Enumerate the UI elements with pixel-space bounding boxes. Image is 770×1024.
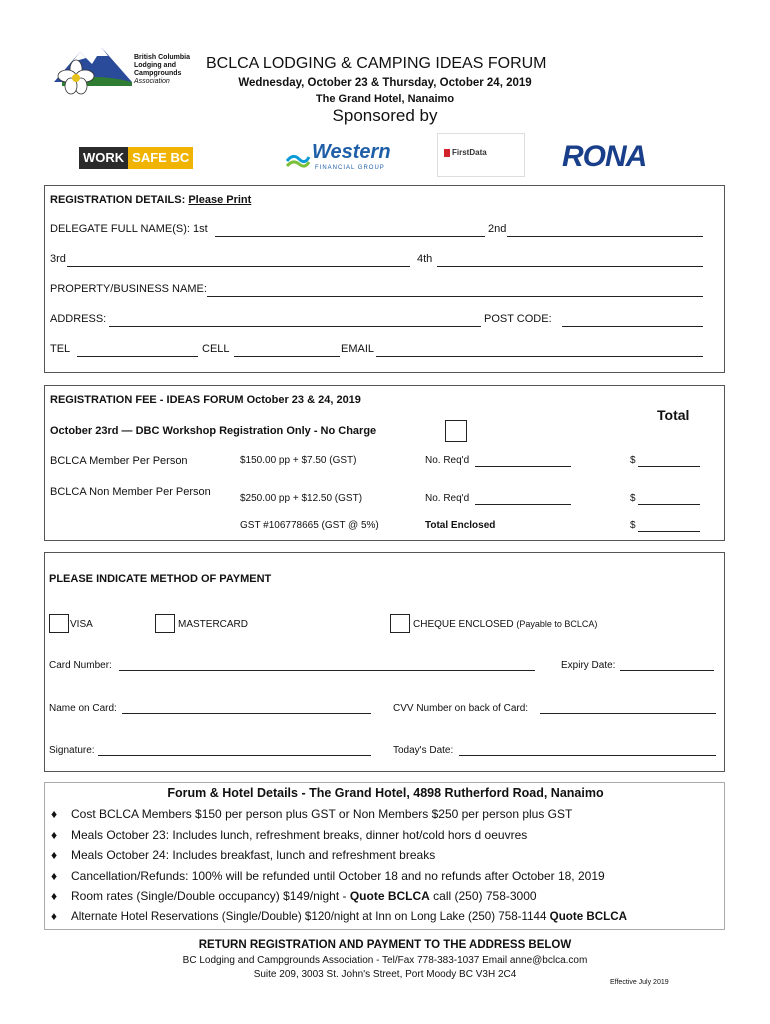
details-list	[51, 804, 627, 928]
sponsored-by: Sponsored by	[332, 106, 438, 125]
cvv-label: CVV Number on back of Card:	[393, 703, 529, 714]
postcode-label: POST CODE:	[484, 313, 552, 325]
firstdata-mark-icon	[444, 149, 450, 157]
nonmember-price: $250.00 pp + $12.50 (GST)	[240, 493, 363, 504]
cheque-note: (Payable to BCLCA)	[516, 619, 598, 629]
workshop-label: October 23rd — DBC Workshop Registration Only - No Charge	[50, 425, 377, 437]
payment-heading: PLEASE INDICATE METHOD OF PAYMENT	[49, 573, 272, 585]
rona-logo: RONA	[562, 140, 647, 173]
card-number-label: Card Number:	[49, 660, 112, 671]
fee-heading: REGISTRATION FEE - IDEAS FORUM October 23 & 24, 2019	[50, 394, 361, 406]
delegate-4th-label: 4th	[417, 253, 433, 265]
postcode-field[interactable]	[562, 326, 703, 327]
tel-label: TEL	[50, 343, 71, 355]
member-price: $150.00 pp + $7.50 (GST)	[240, 455, 357, 466]
details-heading: Forum & Hotel Details - The Grand Hotel, 4898 Rutherford Road, Nanaimo	[167, 786, 604, 800]
page-title: BCLCA LODGING & CAMPING IDEAS FORUM	[206, 55, 547, 72]
delegate-2nd-label: 2nd	[488, 223, 507, 235]
delegate-3rd-label: 3rd	[50, 253, 66, 265]
expiry-label: Expiry Date:	[561, 660, 616, 671]
western-name: Western	[312, 141, 391, 163]
details-bullet: ♦ Cancellation/Refunds: 100% will be refunded until October 18 and no refunds after October 18, 2019	[51, 868, 605, 883]
name-on-card-field[interactable]	[122, 713, 371, 714]
member-label: BCLCA Member Per Person	[50, 455, 188, 467]
member-amount-field[interactable]	[638, 466, 700, 467]
please-print: Please Print	[188, 194, 252, 206]
address-field[interactable]	[109, 326, 481, 327]
details-bullet: ♦ Cost BCLCA Members $150 per person plus GST or Non Members $250 per person plus GST	[51, 807, 573, 821]
return-heading: RETURN REGISTRATION AND PAYMENT TO THE ADDRESS BELOW	[198, 939, 572, 951]
delegate-2nd-field[interactable]	[507, 236, 703, 237]
property-label: PROPERTY/BUSINESS NAME:	[50, 283, 207, 295]
bullet-text: Room rates (Single/Double occupancy) $149/night -	[71, 889, 350, 904]
delegate-1st-field[interactable]	[215, 236, 485, 237]
cell-label: CELL	[202, 343, 230, 355]
gst-number: GST #106778665 (GST @ 5%)	[240, 520, 379, 531]
member-qty-label: No. Req'd	[425, 455, 470, 466]
bullet-text: Meals October 23: Includes lunch, refreshment breaks, dinner hot/cold hors d oeuvres	[71, 827, 528, 842]
worksafe-right: SAFE BC	[128, 147, 193, 169]
cell-field[interactable]	[234, 356, 340, 357]
wave-icon	[285, 147, 311, 171]
bclca-logo	[52, 42, 134, 98]
details-bullet: ♦ Meals October 23: Includes lunch, refreshment breaks, dinner hot/cold hors d oeuvres	[51, 827, 528, 842]
todays-date-label: Today's Date:	[393, 745, 454, 756]
flower-logo-icon	[52, 42, 134, 98]
total-enclosed-label: Total Enclosed	[425, 520, 496, 531]
cvv-field[interactable]	[540, 713, 716, 714]
visa-checkbox[interactable]	[49, 614, 69, 633]
total-label: Total	[657, 407, 690, 423]
details-bullet: ♦ Room rates (Single/Double occupancy) $149/night - Quote BCLCA call (250) 758-3000	[51, 889, 537, 904]
delegate-4th-field[interactable]	[437, 266, 703, 267]
quote-bclca: Quote BCLCA	[549, 909, 627, 923]
contact-line: BC Lodging and Campgrounds Association - Tel/Fax 778-383-1037 Email anne@bclca.com	[182, 955, 588, 966]
details-bullet: ♦ Meals October 24: Includes breakfast, lunch and refreshment breaks	[51, 848, 436, 863]
org-name-line: Lodging and	[134, 62, 176, 69]
firstdata-logo	[437, 133, 525, 177]
bullet-text: Alternate Hotel Reservations (Single/Double) $120/night at Inn on Long Lake (250) 758-1144	[71, 909, 550, 923]
registration-section	[44, 185, 725, 373]
address-label: ADDRESS:	[50, 313, 107, 325]
member-qty-field[interactable]	[475, 466, 571, 467]
nonmember-qty-label: No. Req'd	[425, 493, 470, 504]
western-logo	[285, 141, 395, 177]
todays-date-field[interactable]	[459, 755, 716, 756]
registration-heading-text: REGISTRATION DETAILS:	[50, 194, 186, 206]
western-sub: FINANCIAL GROUP	[315, 165, 385, 171]
nonmember-label: BCLCA Non Member Per Person	[50, 486, 211, 498]
nonmember-amount-field[interactable]	[638, 504, 700, 505]
event-venue: The Grand Hotel, Nanaimo	[315, 93, 455, 105]
visa-label: VISA	[70, 619, 93, 630]
effective-date: Effective July 2019	[610, 979, 669, 986]
bullet-text: Cost BCLCA Members $150 per person plus GST or Non Members $250 per person plus GST	[71, 807, 573, 821]
delegate-label: DELEGATE FULL NAME(S): 1st	[50, 223, 208, 235]
org-name-line: Association	[134, 78, 170, 85]
mastercard-checkbox[interactable]	[155, 614, 175, 633]
card-number-field[interactable]	[119, 670, 535, 671]
cheque-label-text: CHEQUE ENCLOSED	[413, 619, 514, 630]
total-amount-label: $	[630, 520, 636, 531]
event-dates: Wednesday, October 23 & Thursday, October 24, 2019	[238, 77, 532, 89]
payment-section	[44, 552, 725, 772]
bullet-text: Cancellation/Refunds: 100% will be refunded until October 18 and no refunds after October 18, 2019	[71, 868, 605, 883]
email-field[interactable]	[376, 356, 703, 357]
details-section	[44, 782, 725, 930]
total-amount-field[interactable]	[638, 531, 700, 532]
quote-bclca: Quote BCLCA	[349, 889, 430, 904]
email-label: EMAIL	[341, 343, 375, 355]
nonmember-qty-field[interactable]	[475, 504, 571, 505]
nonmember-amount-label: $	[630, 493, 636, 504]
mastercard-label: MASTERCARD	[178, 619, 249, 630]
fee-section	[44, 385, 725, 541]
member-amount-label: $	[630, 455, 636, 466]
expiry-field[interactable]	[620, 670, 714, 671]
signature-field[interactable]	[98, 755, 371, 756]
org-name-line: Campgrounds	[134, 70, 182, 77]
tel-field[interactable]	[77, 356, 198, 357]
bullet-text: Meals October 24: Includes breakfast, lunch and refreshment breaks	[71, 848, 436, 863]
name-on-card-label: Name on Card:	[49, 703, 117, 714]
worksafe-logo	[79, 147, 193, 169]
property-field[interactable]	[207, 296, 703, 297]
bullet-text-after: call (250) 758-3000	[429, 889, 537, 904]
registration-heading	[50, 194, 251, 206]
workshop-checkbox[interactable]	[445, 420, 467, 442]
org-name-line: British Columbia	[134, 54, 191, 61]
address-line: Suite 209, 3003 St. John's Street, Port Moody BC V3H 2C4	[253, 969, 517, 980]
signature-label: Signature:	[49, 745, 95, 756]
cheque-label	[413, 619, 597, 630]
worksafe-left: WORK	[79, 147, 128, 169]
cheque-checkbox[interactable]	[390, 614, 410, 633]
firstdata-name: FirstData	[452, 148, 487, 157]
details-bullet: ♦ Alternate Hotel Reservations (Single/Double) $120/night at Inn on Long Lake (250) 758-1144 Quote BCLCA	[51, 909, 627, 923]
delegate-3rd-field[interactable]	[67, 266, 410, 267]
